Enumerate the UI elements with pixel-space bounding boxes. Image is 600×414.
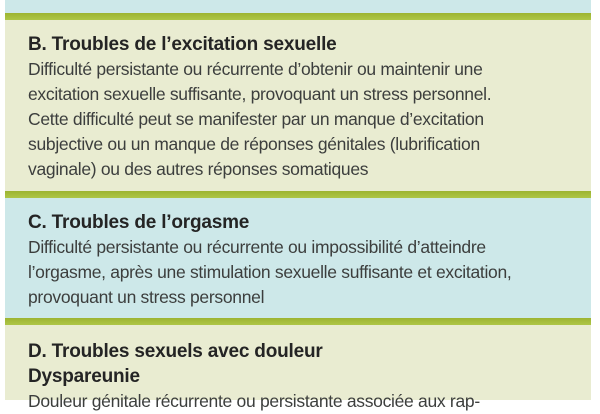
section-d-body-line: Douleur génitale récurrente ou persistante associée aux rap- xyxy=(28,391,480,411)
section-divider xyxy=(5,191,591,198)
section-b-body-line: Difficulté persistante ou récurrente d’obtenir ou maintenir une xyxy=(28,59,483,79)
section-b xyxy=(5,20,591,191)
section-d-subheading: Dyspareunie xyxy=(28,366,140,387)
section-c-body-line: l’orgasme, après une stimulation sexuelle suffisante et excitation, xyxy=(28,262,512,282)
section-b-body-line: vaginale) ou des autres réponses somatiques xyxy=(28,159,369,179)
section-d xyxy=(5,325,591,411)
section-divider xyxy=(5,318,591,325)
section-b-body-line: subjective ou un manque de réponses génitales (lubrification xyxy=(28,134,480,154)
classification-table xyxy=(5,0,591,411)
section-c-body-line: Difficulté persistante ou récurrente ou impossibilité d’atteindre xyxy=(28,237,486,257)
section-a-bottom-sliver xyxy=(5,0,591,13)
section-c xyxy=(5,198,591,318)
section-c-heading: C. Troubles de l’orgasme xyxy=(28,212,250,233)
section-b-heading: B. Troubles de l’excitation sexuelle xyxy=(28,34,337,55)
section-d-heading: D. Troubles sexuels avec douleur xyxy=(28,341,323,362)
section-b-body-line: Cette difficulté peut se manifester par un manque d’excitation xyxy=(28,109,484,129)
section-c-body-line: provoquant un stress personnel xyxy=(28,287,265,307)
section-b-body-line: excitation sexuelle suffisante, provoquant un stress personnel. xyxy=(28,84,492,104)
section-divider xyxy=(5,13,591,20)
